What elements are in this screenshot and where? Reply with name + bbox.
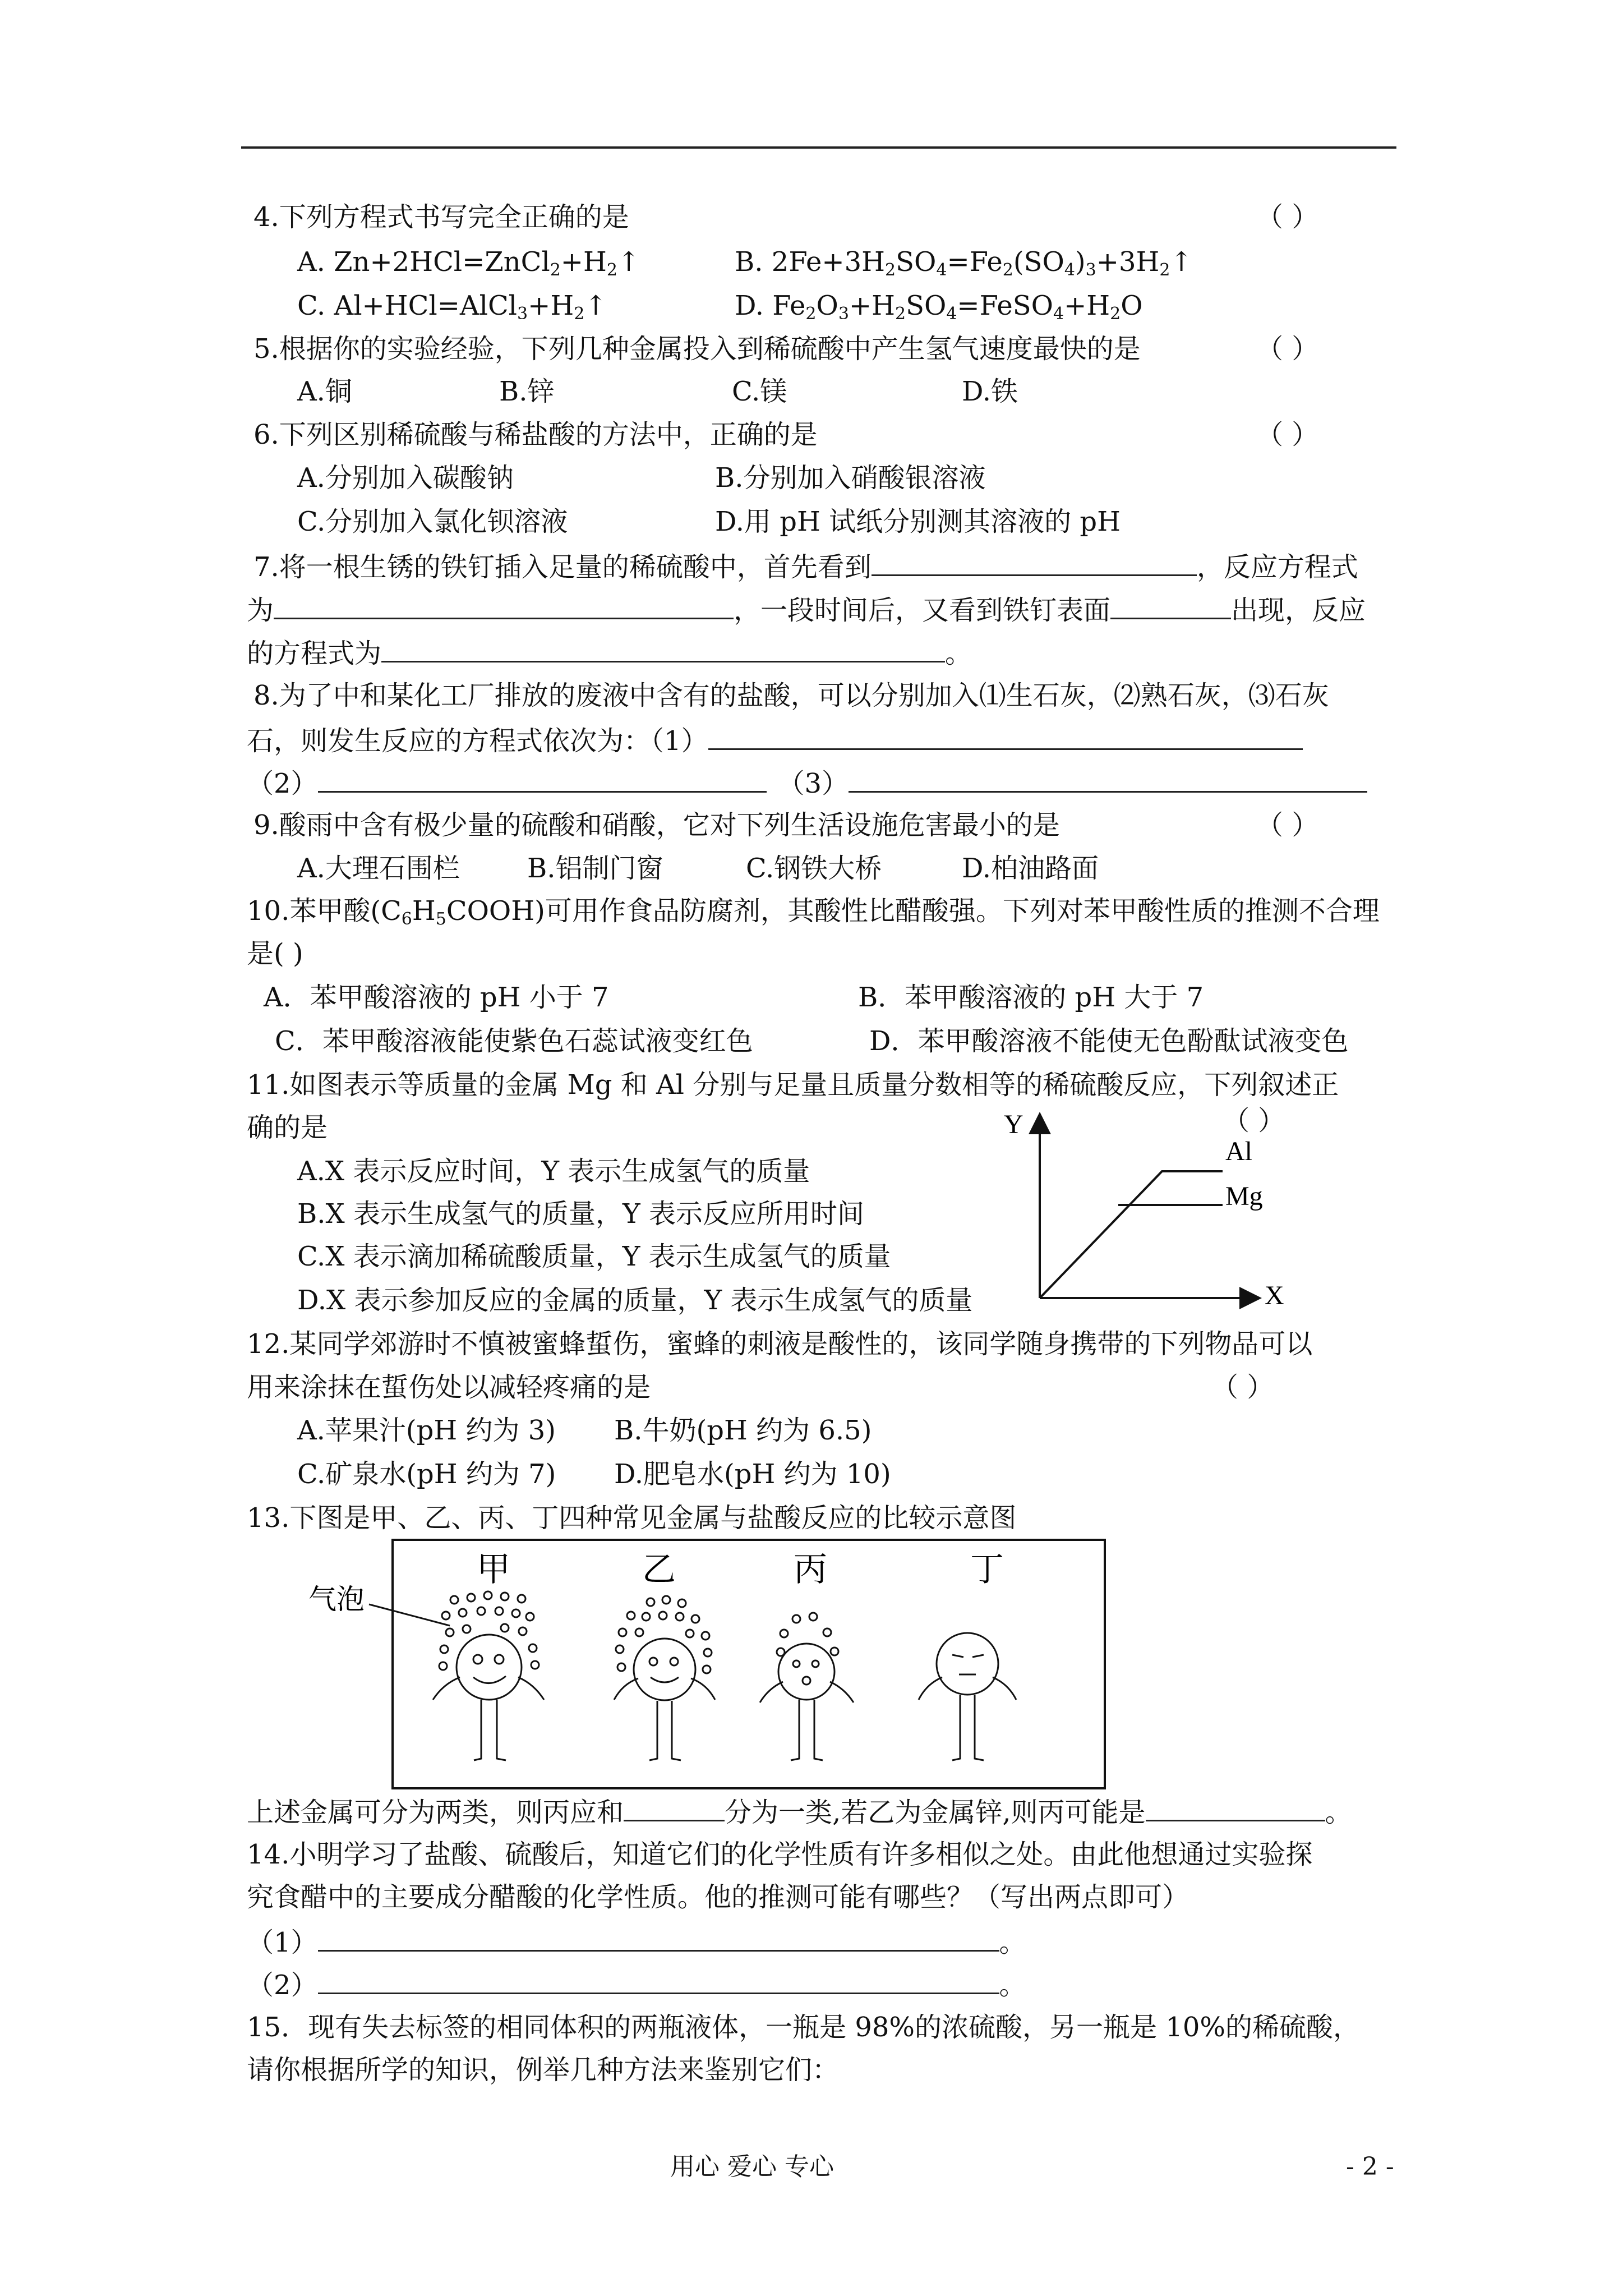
- q12-option-d: D.肥皂水(pH 约为 10): [614, 1458, 891, 1490]
- q13-figure-bing: [760, 1613, 854, 1760]
- q11-mg-label: Mg: [1225, 1181, 1263, 1211]
- q13-bubble-pointer: [369, 1604, 450, 1626]
- q13-stem: 13.下图是甲、乙、丙、丁四种常见金属与盐酸反应的比较示意图: [247, 1502, 1017, 1534]
- q7-blank-4[interactable]: [381, 635, 945, 662]
- q13-metal-bing: 丙: [794, 1551, 827, 1588]
- q7-blank-3[interactable]: [1110, 592, 1231, 619]
- footer-motto: 用心 爱心 专心: [670, 2152, 834, 2181]
- q11-al-line: [1040, 1171, 1223, 1298]
- q6-option-a: A.分别加入碳酸钠: [297, 462, 514, 494]
- q13-figure-yi: [614, 1596, 715, 1760]
- q14-item-2: （2） 。: [247, 1967, 1026, 2002]
- q9-option-d: D.柏油路面: [962, 853, 1099, 884]
- q8-line-1: 8.为了中和某化工厂排放的废液中含有的盐酸，可以分别加入⑴生石灰，⑵熟石灰，⑶石灰: [253, 680, 1329, 711]
- q11-y-label: Y: [1004, 1111, 1023, 1139]
- header-rule: [241, 146, 1396, 149]
- footer-page-number: - 2 -: [1346, 2152, 1394, 2181]
- q10-line-2: 是( ): [247, 938, 303, 969]
- q11-option-c: C.X 表示滴加稀硫酸质量，Y 表示生成氢气的质量: [297, 1241, 891, 1272]
- q5-option-d: D.铁: [962, 376, 1018, 407]
- q5-option-a: A.铜: [297, 376, 352, 407]
- q4-answer-paren: （ ）: [1256, 201, 1319, 233]
- q11-option-b: B.X 表示生成氢气的质量，Y 表示反应所用时间: [297, 1198, 864, 1230]
- q13-metal-ding: 丁: [970, 1551, 1004, 1588]
- q12-line-1: 12.某同学郊游时不慎被蜜蜂蜇伤，蜜蜂的刺液是酸性的，该同学随身携带的下列物品可以: [247, 1328, 1313, 1360]
- q6-option-b: B.分别加入硝酸银溶液: [715, 462, 986, 494]
- q13-metal-jia: 甲: [477, 1551, 510, 1588]
- q10-option-b: B．苯甲酸溶液的 pH 大于 7: [858, 982, 1204, 1013]
- q13-blank-2[interactable]: [1146, 1794, 1325, 1821]
- q4-option-a: A. $Zn+2HCl=ZnCl_2+H_2↑$: [297, 246, 640, 280]
- q6-stem: 6.下列区别稀硫酸与稀盐酸的方法中，正确的是: [253, 419, 818, 450]
- q10-line-1: 10.苯甲酸$(C_6H_5COOH)$可用作食品防腐剂，其酸性比醋酸强。下列对苯甲酸性质的推测不合理: [247, 895, 1380, 929]
- q6-option-c: C.分别加入氯化钡溶液: [297, 506, 568, 537]
- q12-option-a: A.苹果汁(pH 约为 3): [297, 1415, 556, 1446]
- q14-line-1: 14.小明学习了盐酸、硫酸后，知道它们的化学性质有许多相似之处。由此他想通过实验探: [247, 1839, 1313, 1870]
- q11-line-1: 11.如图表示等质量的金属 Mg 和 Al 分别与足量且质量分数相等的稀硫酸反应，下列叙述正: [247, 1069, 1339, 1101]
- q5-option-c: C.镁: [732, 376, 787, 407]
- q9-option-c: C.钢铁大桥: [746, 853, 882, 884]
- q12-option-c: C.矿泉水(pH 约为 7): [297, 1458, 556, 1490]
- q4-option-c: C. $Al+HCl=AlCl_3+H_2↑$: [297, 290, 607, 324]
- q8-blank-1[interactable]: [708, 723, 1303, 750]
- q11-option-d: D.X 表示参加反应的金属的质量，Y 表示生成氢气的质量: [297, 1285, 973, 1316]
- q13-figure-jia: [433, 1591, 544, 1760]
- q10-option-c: C．苯甲酸溶液能使紫色石蕊试液变红色: [275, 1025, 753, 1057]
- q14-item-1: （1） 。: [247, 1924, 1026, 1959]
- q10-option-a: A．苯甲酸溶液的 pH 小于 7: [264, 982, 609, 1013]
- q9-option-a: A.大理石围栏: [297, 853, 460, 884]
- q8-blank-3[interactable]: [849, 765, 1367, 793]
- q14-blank-2[interactable]: [318, 1967, 999, 1994]
- q8-line-3: （2） （3）: [247, 765, 1367, 800]
- q13-metal-yi: 乙: [642, 1551, 676, 1588]
- q9-answer-paren: （ ）: [1256, 809, 1319, 841]
- q7-line-1: 7.将一根生锈的铁钉插入足量的稀硫酸中，首先看到 ，反应方程式: [253, 549, 1358, 584]
- q7-blank-2[interactable]: [274, 592, 734, 619]
- q13-bubble-label: 气泡: [308, 1584, 365, 1615]
- q4-stem: 4.下列方程式书写完全正确的是: [253, 201, 629, 233]
- q13-figure-ding: [919, 1633, 1016, 1760]
- q8-line-2: 石，则发生反应的方程式依次为：（1）: [247, 723, 1303, 758]
- q7-line-2: 为 ，一段时间后，又看到铁钉表面 出现，反应: [247, 592, 1366, 627]
- q10-option-d: D．苯甲酸溶液不能使无色酚酞试液变色: [869, 1025, 1349, 1057]
- q11-line-2: 确的是: [247, 1112, 328, 1143]
- q11-option-a: A.X 表示反应时间，Y 表示生成氢气的质量: [297, 1156, 810, 1187]
- q11-al-label: Al: [1225, 1137, 1252, 1166]
- q8-blank-2[interactable]: [318, 765, 767, 793]
- q11-answer-paren: （ ）: [1223, 1105, 1285, 1137]
- q9-option-b: B.铝制门窗: [527, 853, 663, 884]
- q5-answer-paren: （ ）: [1256, 333, 1319, 365]
- q15-line-1: 15．现有失去标签的相同体积的两瓶液体，一瓶是 98%的浓硫酸，另一瓶是 10%的稀硫酸，: [247, 2012, 1360, 2043]
- q13-followup: 上述金属可分为两类，则丙应和 分为一类,若乙为金属锌,则丙可能是 。: [247, 1794, 1352, 1829]
- q15-line-2: 请你根据所学的知识，例举几种方法来鉴别它们：: [247, 2054, 840, 2086]
- q11-x-label: X: [1265, 1281, 1284, 1310]
- q12-answer-paren: （ ）: [1211, 1372, 1274, 1403]
- q11-graph: [987, 1111, 1301, 1313]
- q6-option-d: D.用 pH 试纸分别测其溶液的 pH: [715, 506, 1121, 537]
- q13-blank-1[interactable]: [624, 1794, 725, 1821]
- q12-line-2: 用来涂抹在蜇伤处以减轻疼痛的是: [247, 1372, 651, 1403]
- q14-line-2: 究食醋中的主要成分醋酸的化学性质。他的推测可能有哪些？（写出两点即可）: [247, 1881, 1189, 1913]
- q4-option-b: B. $2Fe+3H_2SO_4=Fe_2(SO_4)_3+3H_2↑$: [735, 246, 1193, 280]
- q7-blank-1[interactable]: [872, 549, 1197, 576]
- q5-option-b: B.锌: [499, 376, 555, 407]
- q4-option-d: D. $Fe_2O_3+H_2SO_4=FeSO_4+H_2O$: [735, 290, 1143, 324]
- q7-line-3: 的方程式为 。: [247, 635, 972, 670]
- q9-stem: 9.酸雨中含有极少量的硫酸和硝酸，它对下列生活设施危害最小的是: [253, 809, 1060, 841]
- q6-answer-paren: （ ）: [1256, 419, 1319, 450]
- q13-figure: [303, 1537, 1122, 1795]
- q5-stem: 5.根据你的实验经验，下列几种金属投入到稀硫酸中产生氢气速度最快的是: [253, 333, 1141, 365]
- q14-blank-1[interactable]: [318, 1924, 999, 1952]
- q12-option-b: B.牛奶(pH 约为 6.5): [614, 1415, 872, 1446]
